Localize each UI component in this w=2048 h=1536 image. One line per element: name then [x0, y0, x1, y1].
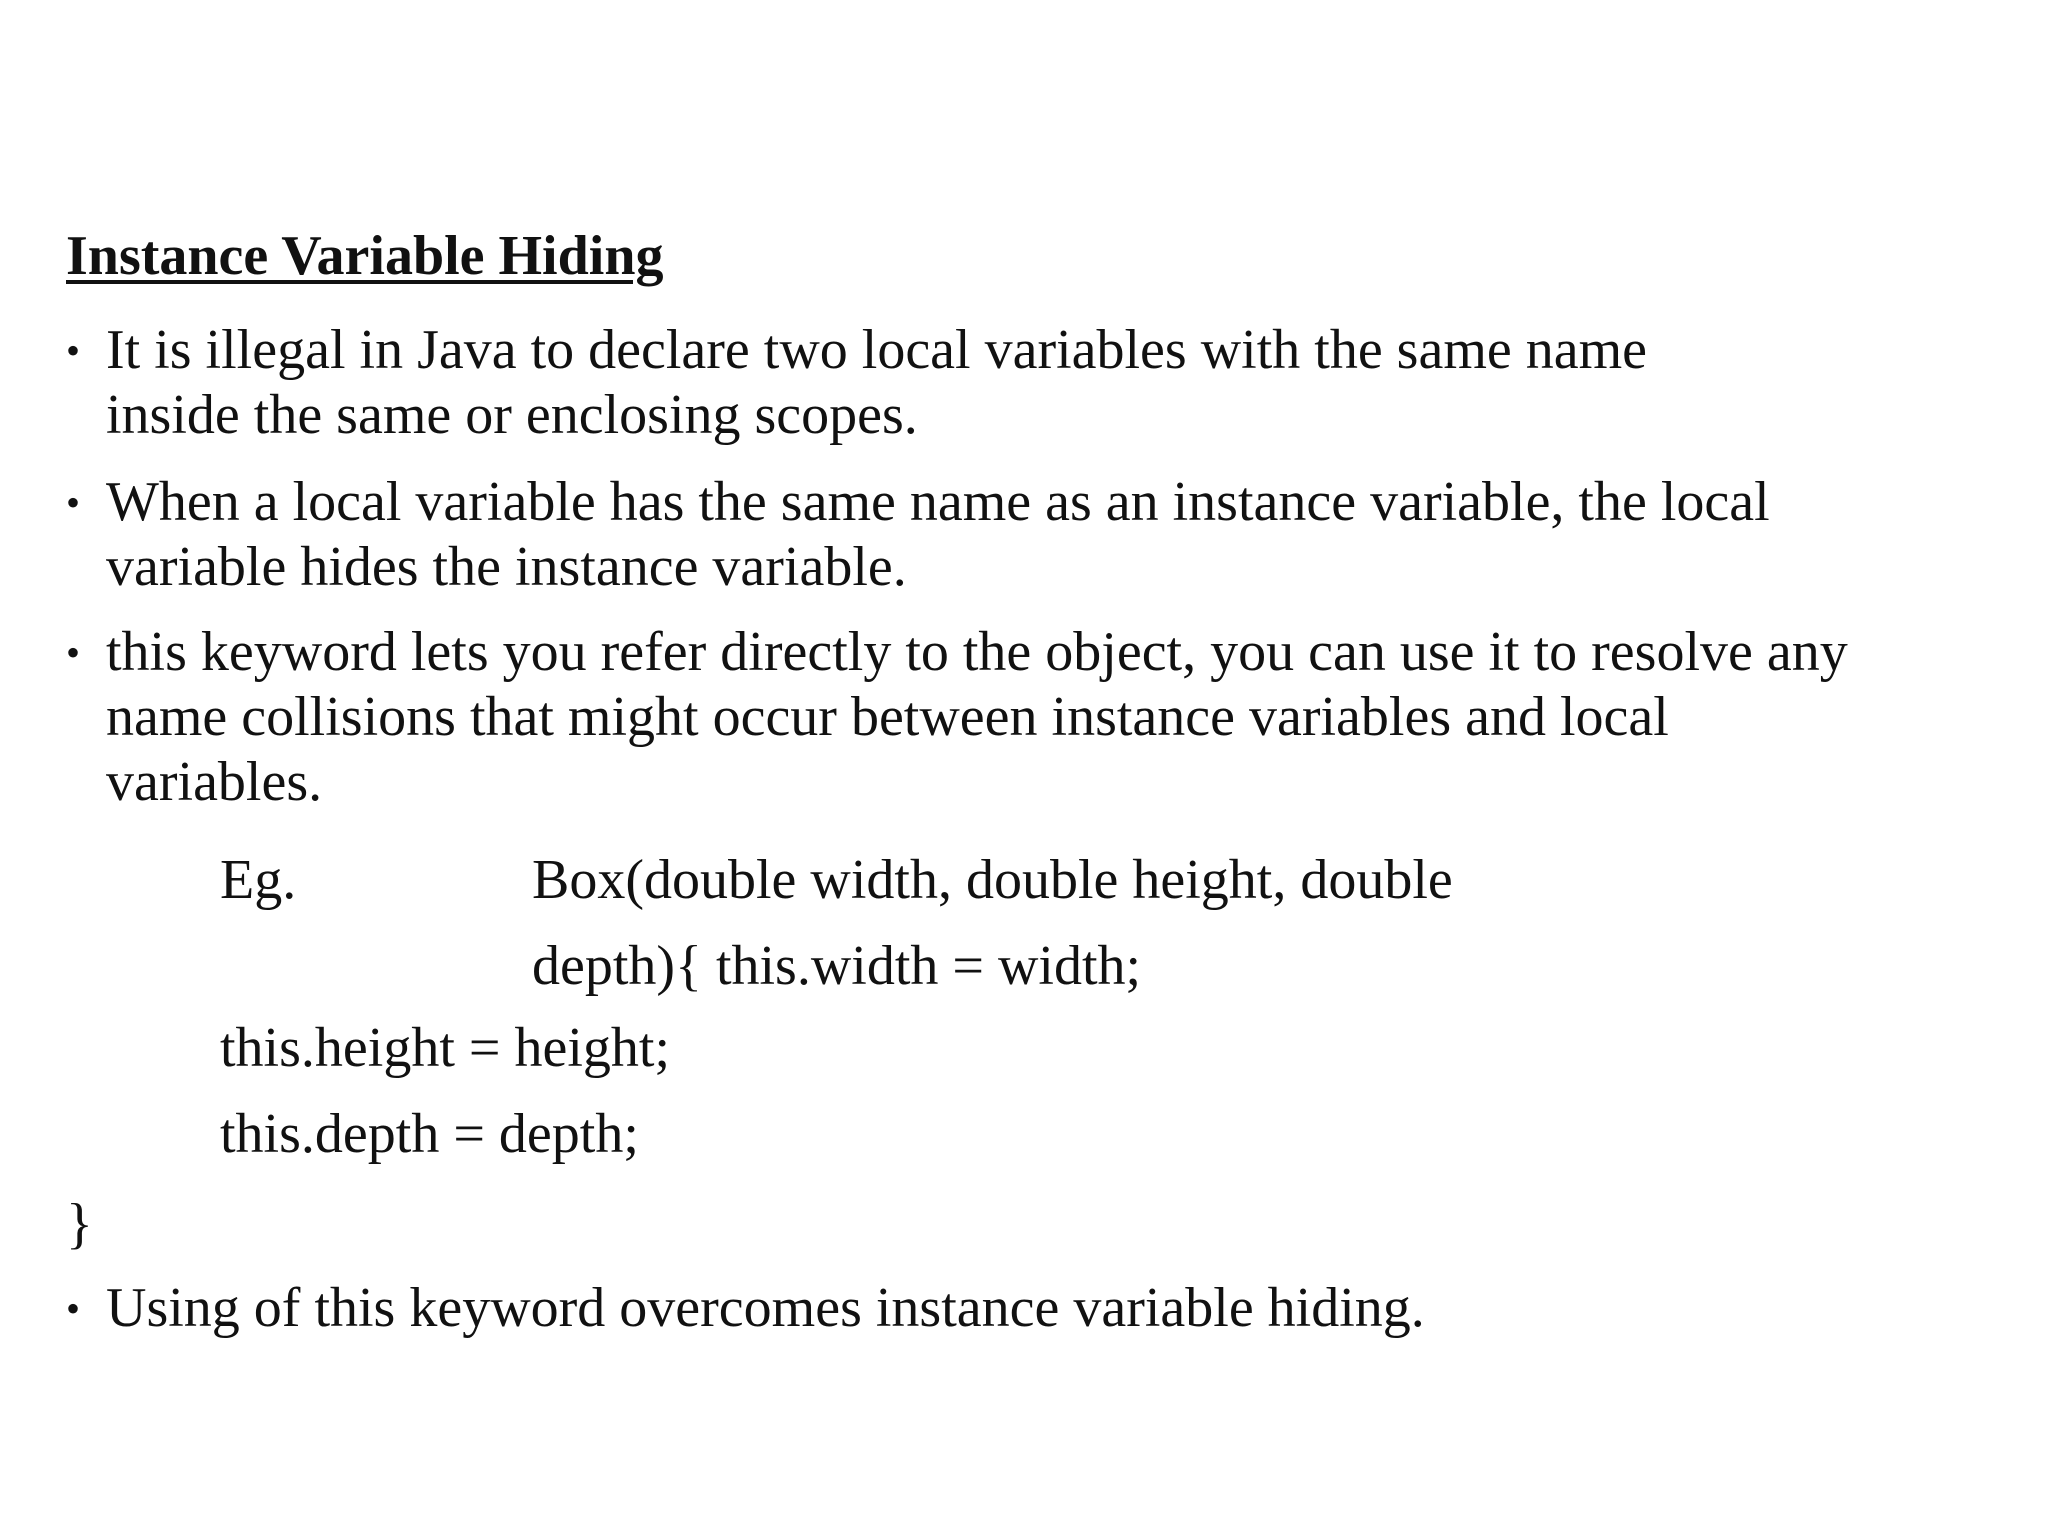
- bullet-dot: •: [66, 480, 81, 525]
- bullet-line: Using of this keyword overcomes instance variable hiding.: [106, 1277, 1425, 1339]
- bullet-item: [66, 470, 1770, 600]
- bullet-dot: •: [66, 1286, 81, 1331]
- bullet-text: [106, 470, 1770, 600]
- bullet-line: name collisions that might occur between instance variables and local: [106, 686, 1669, 748]
- bullet-text: [106, 620, 1848, 815]
- bullet-item: [66, 620, 1848, 815]
- example-label: Eg.: [220, 849, 297, 911]
- bullet-item: [66, 1276, 1425, 1341]
- bullet-dot: •: [66, 328, 81, 373]
- bullet-line: inside the same or enclosing scopes.: [106, 384, 918, 446]
- closing-brace: }: [66, 1193, 93, 1255]
- bullet-dot: •: [66, 630, 81, 675]
- bullet-line: variables.: [106, 751, 323, 813]
- code-line: Box(double width, double height, double: [532, 849, 1453, 911]
- bullet-line: When a local variable has the same name as an instance variable, the local: [106, 471, 1770, 533]
- bullet-line: this keyword lets you refer directly to the object, you can use it to resolve any: [106, 621, 1848, 683]
- slide-title: Instance Variable Hiding: [66, 225, 664, 287]
- code-line: this.depth = depth;: [220, 1103, 639, 1165]
- bullet-line: variable hides the instance variable.: [106, 536, 907, 598]
- code-line: depth){ this.width = width;: [532, 935, 1142, 997]
- code-line: this.height = height;: [220, 1017, 670, 1079]
- bullet-text: [106, 318, 1647, 448]
- bullet-line: It is illegal in Java to declare two local variables with the same name: [106, 319, 1648, 381]
- bullet-text: [106, 1276, 1425, 1341]
- bullet-item: [66, 318, 1647, 448]
